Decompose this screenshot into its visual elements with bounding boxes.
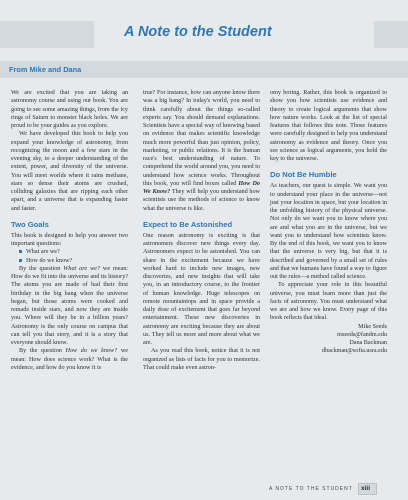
- goals-list: [19, 248, 128, 265]
- page-title: A Note to the Student: [124, 24, 272, 40]
- paragraph: [11, 265, 128, 348]
- text-run: we mean: How does science work? What is the evidence, and how do you know it is: [11, 348, 128, 371]
- paragraph: omy boring. Rather, this book is organized to show you how scientists use evidence and theory to create logical arguments that show how nature works. Look at the list of special features that follows this note. Those features were carefully designed to help you understand astronomy as evidence and theory. Once you see science as logical arguments, you hold the key to the universe.: [270, 90, 387, 162]
- column-1: [11, 89, 128, 372]
- paragraph: [143, 89, 260, 213]
- author-email: dbackman@sofia.usra.edu: [322, 348, 387, 355]
- paragraph: This book is designed to help you answer two important questions:: [11, 232, 128, 247]
- author-email: mseeds@fandm.edu: [337, 331, 387, 338]
- running-head: A NOTE TO THE STUDENT: [269, 486, 353, 492]
- list-item-text: How do we know?: [26, 257, 73, 264]
- author-name: Mike Seeds: [358, 323, 387, 330]
- square-bullet-icon: [19, 259, 22, 262]
- heading-do-not-be-humble: Do Not Be Humble: [270, 170, 337, 180]
- list-item: [19, 257, 128, 265]
- page-footer: [0, 483, 408, 500]
- list-item-text: What are we?: [26, 249, 60, 256]
- emphasis: How do we know?: [65, 348, 118, 355]
- column-2: [143, 89, 260, 372]
- section-heading: From Mike and Dana: [9, 65, 82, 74]
- text-run: By the question: [19, 348, 66, 355]
- heading-expect-astonished: Expect to Be Astonished: [143, 219, 233, 229]
- emphasis: How Do We Know?: [143, 180, 261, 195]
- emphasis: What are we?: [63, 265, 100, 272]
- text-run: By the question: [19, 265, 64, 272]
- paragraph: As you read this book, notice that it is not organized as lists of facts for you to memorize. That could make even astron-: [143, 348, 260, 371]
- square-bullet-icon: [19, 250, 22, 253]
- page-number: xiii: [361, 485, 371, 492]
- text-run: we mean: How do we fit into the universe and its history? The atoms you are made of had their first birthday in the big bang when the universe began, but those atoms were cooked and remade inside stars, and now they are inside you. Where will they be in a billion years? Astronomy is the only course on campus that can tell you that story, and it is a story that everyone should know.: [11, 265, 128, 346]
- author-name: Dana Backman: [349, 340, 387, 346]
- column-3: [270, 89, 387, 356]
- paragraph: We have developed this book to help you expand your knowledge of astronomy, from recognizing the moon and a few stars in the evening sky, to a deeper understanding of the extent, power, and diversity of the universe. You will meet worlds where it rains methane, stars so dense their atoms are crushed, colliding galaxies that are ripping each other apart, and a universe that is expanding faster and faster.: [11, 131, 128, 212]
- title-header: [0, 0, 408, 48]
- paragraph: One reason astronomy is exciting is that astronomers discover new things every day. Astronomers expect to be astonished. You can share in the excitement because we have worked hard to include new images, new discoveries, and new insights that will take you, in an introductory course, to the frontier of human knowledge. Huge telescopes on remote mountaintops and in space provide a daily dose of excitement that goes far beyond entertainment. These new discoveries in astronomy are exciting because they are about us. They tell us more and more about what we are.: [143, 232, 260, 346]
- text-run: They will help you understand how scientists use the methods of science to know what the universe is like.: [143, 189, 260, 212]
- paragraph: We are excited that you are taking an astronomy course and using our book. You are going to see some amazing things, from the icy rings of Saturn to monster black holes. We are proud to be your guides as you explore.: [11, 90, 128, 129]
- list-item: [19, 248, 128, 256]
- paragraph: To appreciate your role in this beautiful universe, you must learn more than just the facts of astronomy. You must understand what we are and how we know. Every page of this book reflects that ideal.: [270, 282, 387, 322]
- paragraph: [11, 347, 128, 372]
- signature-block: [270, 323, 387, 356]
- heading-two-goals: Two Goals: [11, 219, 49, 229]
- paragraph: As teachers, our quest is simple. We want you to understand your place in the universe—not just your location in space, but your location in the unfolding history of the physical universe. Not only do we want you to know where you are and what you are in the universe, but we want you to understand how scientists know. By the end of this book, we want you to know that the universe is very big, but that it is described and governed by a small set of rules and that we humans have found a way to figure out the rules—a method called science.: [270, 183, 387, 280]
- text-run: true? For instance, how can anyone know there was a big bang? In today's world, you need to think carefully about the things so-called experts say. You should demand explanations. Scientists have a special way of knowing based on evidence that makes scientific knowledge much more powerful than just opinion, policy, marketing, or public relations. It is the human race's best understanding of nature. To comprehend the world around you, you need to understand how science works. Throughout this book, you will find boxes called: [143, 90, 260, 187]
